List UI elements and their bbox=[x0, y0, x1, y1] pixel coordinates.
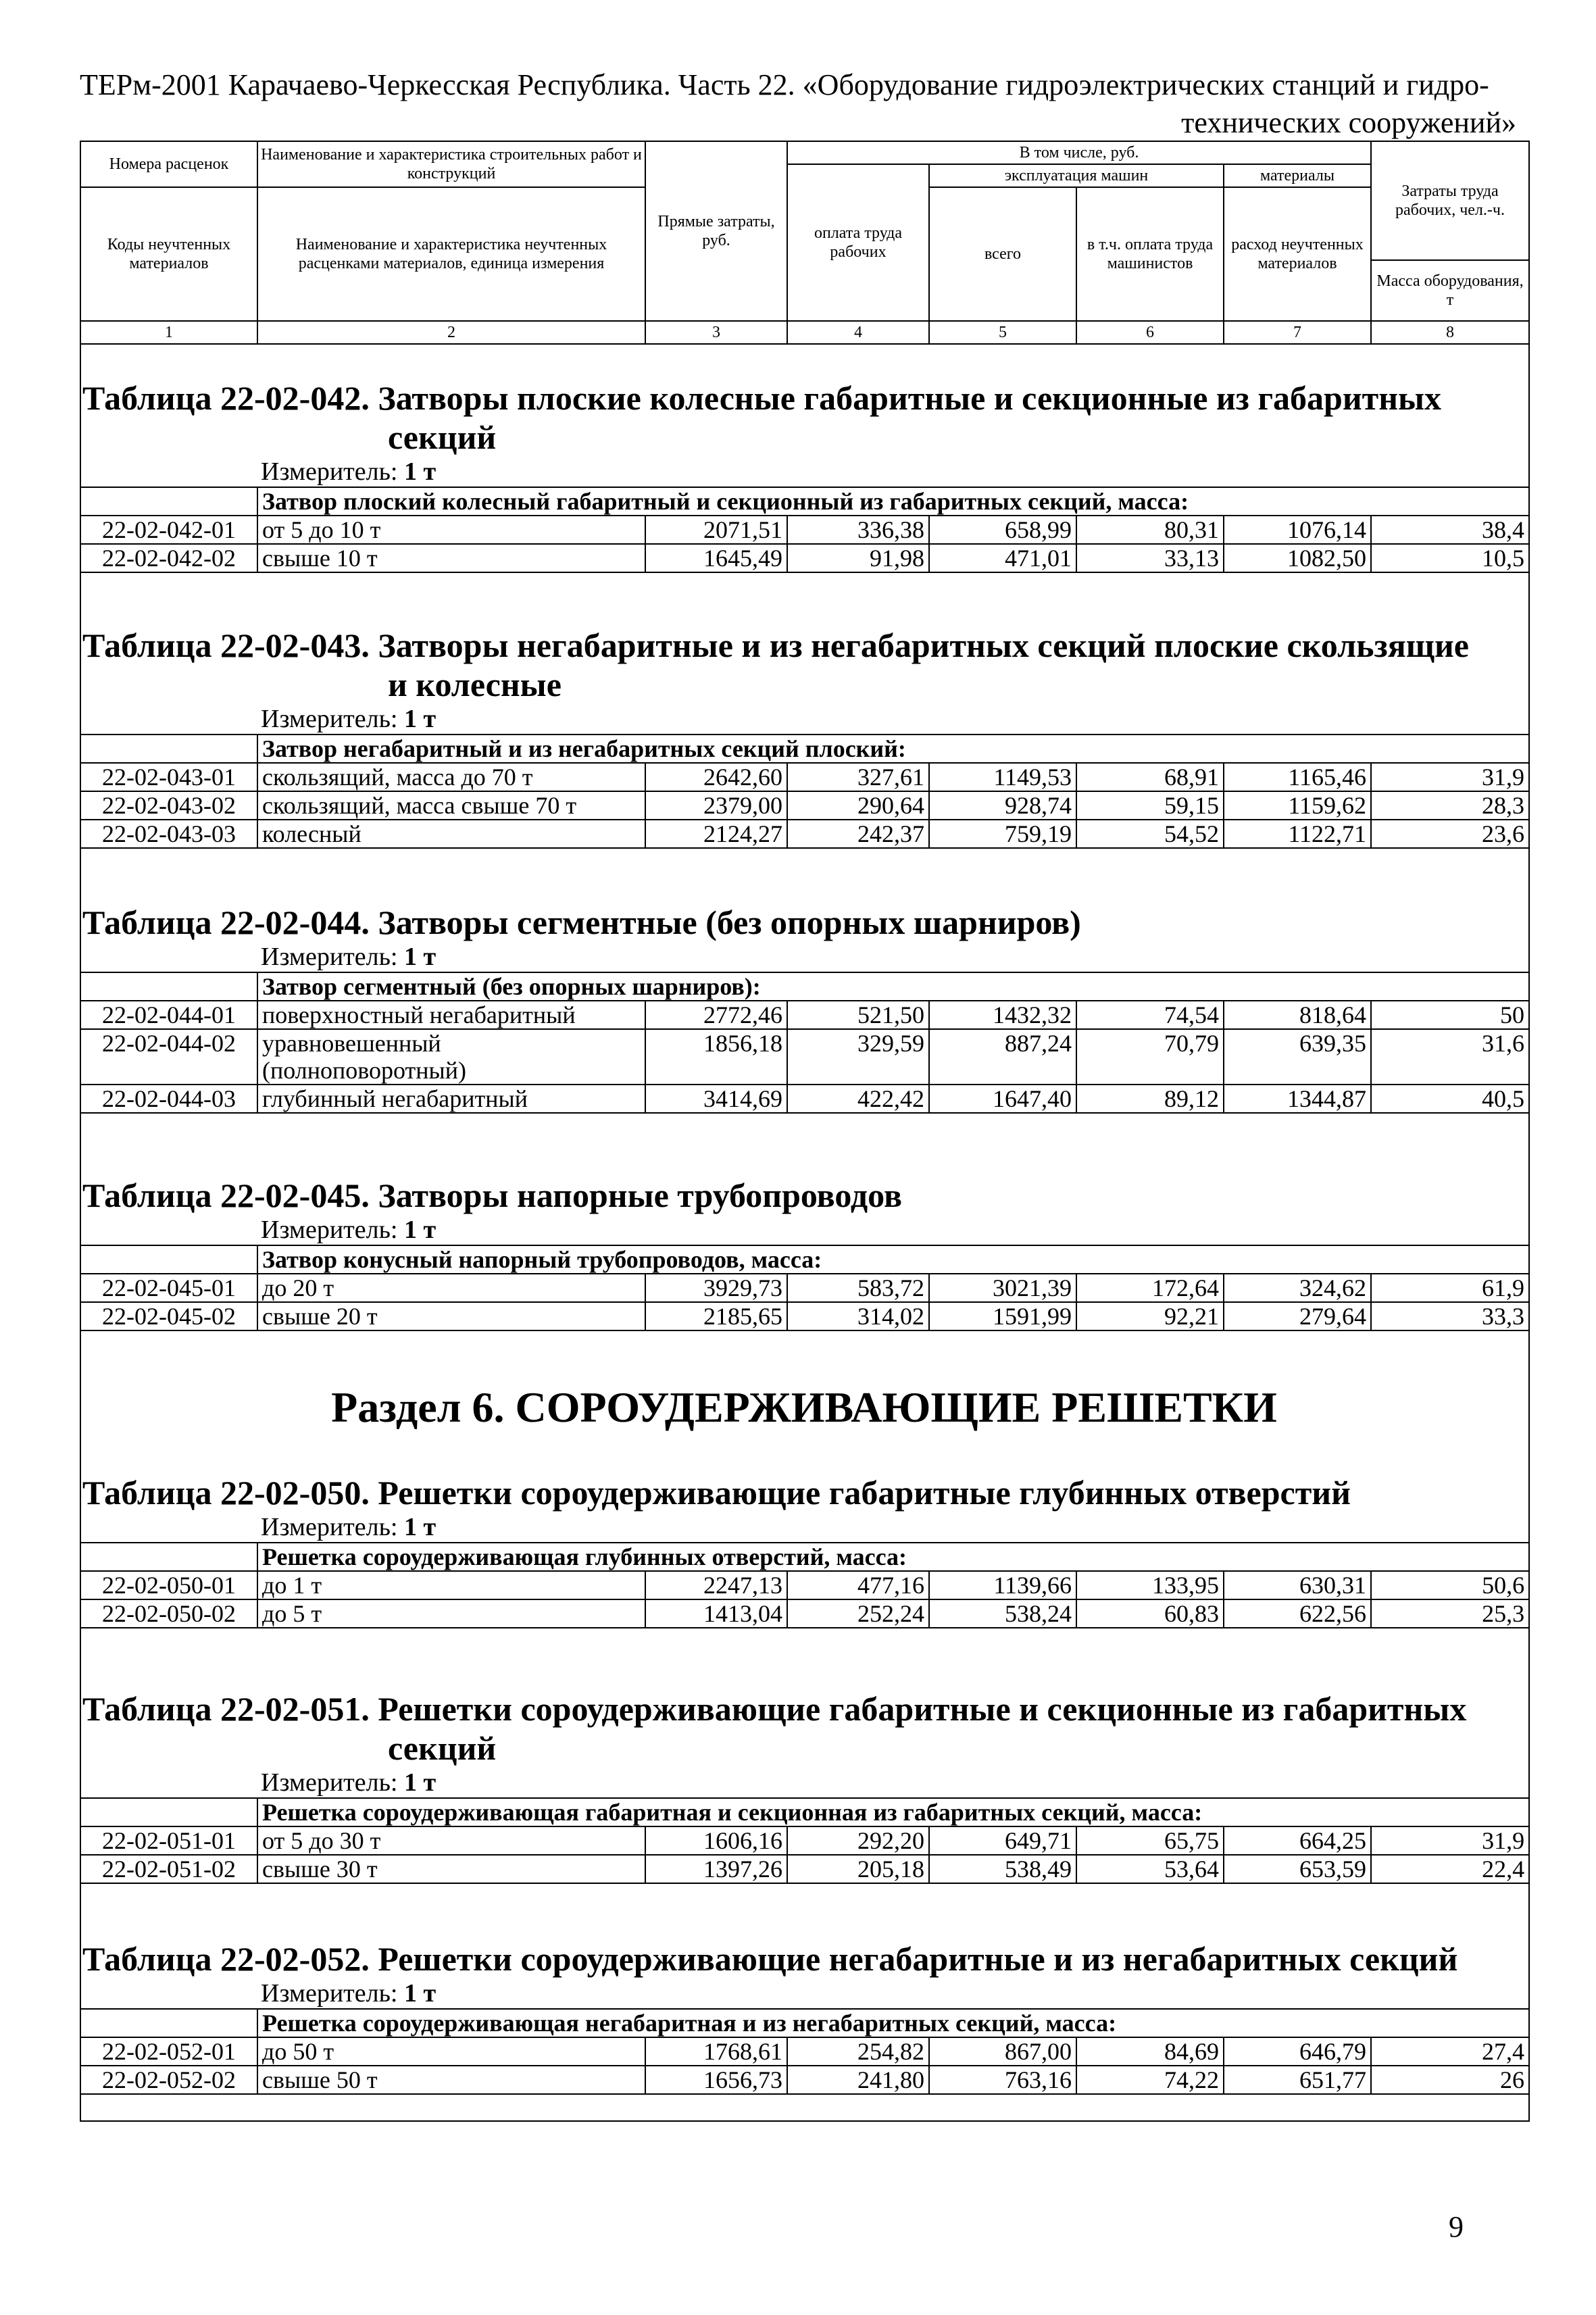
rate-value: 40,5 bbox=[1371, 1085, 1529, 1113]
meter-label: Измеритель: bbox=[261, 457, 398, 486]
rate-value: 471,01 bbox=[929, 544, 1076, 572]
col-number: 4 bbox=[787, 321, 929, 344]
rate-value: 1656,73 bbox=[645, 2066, 787, 2094]
rate-value: 74,22 bbox=[1076, 2066, 1224, 2094]
meter-label: Измеритель: bbox=[261, 1216, 398, 1244]
col8-header-bottom: Масса оборудования, т bbox=[1371, 260, 1529, 321]
col5-header: всего bbox=[929, 187, 1076, 321]
table-row bbox=[80, 820, 1529, 848]
rates-table bbox=[80, 1245, 1530, 1331]
rate-value: 31,9 bbox=[1371, 763, 1529, 791]
rate-name: до 50 т bbox=[257, 2037, 645, 2066]
rate-code: 22-02-044-01 bbox=[80, 1001, 257, 1029]
rate-value: 1076,14 bbox=[1224, 516, 1371, 544]
unit-of-measure bbox=[80, 942, 1528, 972]
rate-value: 38,4 bbox=[1371, 516, 1529, 544]
rate-code: 22-02-043-03 bbox=[80, 820, 257, 848]
rate-value: 2124,27 bbox=[645, 820, 787, 848]
table-section bbox=[80, 1939, 1528, 2095]
rate-value: 1413,04 bbox=[645, 1599, 787, 1628]
group-heading: Затвор сегментный (без опорных шарниров): bbox=[257, 972, 1529, 1001]
rate-code: 22-02-042-02 bbox=[80, 544, 257, 572]
col-number: 2 bbox=[257, 321, 645, 344]
col-number: 1 bbox=[80, 321, 257, 344]
table-row bbox=[80, 763, 1529, 791]
table-row bbox=[80, 2066, 1529, 2094]
rate-value: 91,98 bbox=[787, 544, 929, 572]
rate-value: 80,31 bbox=[1076, 516, 1224, 544]
table-title bbox=[80, 1473, 1528, 1512]
rate-name: до 20 т bbox=[257, 1274, 645, 1302]
rate-value: 1122,71 bbox=[1224, 820, 1371, 848]
meter-value: 1 т bbox=[404, 1979, 437, 2008]
rate-value: 1082,50 bbox=[1224, 544, 1371, 572]
rate-value: 422,42 bbox=[787, 1085, 929, 1113]
rate-name: свыше 20 т bbox=[257, 1302, 645, 1330]
table-section bbox=[80, 626, 1528, 849]
unit-of-measure bbox=[80, 1978, 1528, 2008]
meter-value: 1 т bbox=[404, 1513, 437, 1541]
rate-name: от 5 до 30 т bbox=[257, 1826, 645, 1855]
rate-value: 1139,66 bbox=[929, 1571, 1076, 1599]
rate-code: 22-02-043-01 bbox=[80, 763, 257, 791]
rate-value: 23,6 bbox=[1371, 820, 1529, 848]
rate-value: 1344,87 bbox=[1224, 1085, 1371, 1113]
rate-code: 22-02-052-02 bbox=[80, 2066, 257, 2094]
rate-value: 3414,69 bbox=[645, 1085, 787, 1113]
col3-header: Прямые затраты, руб. bbox=[645, 141, 787, 321]
rate-value: 658,99 bbox=[929, 516, 1076, 544]
meter-value: 1 т bbox=[404, 705, 437, 733]
rate-value: 241,80 bbox=[787, 2066, 929, 2094]
rate-value: 664,25 bbox=[1224, 1826, 1371, 1855]
incl-header: В том числе, руб. bbox=[787, 141, 1371, 164]
rate-name: до 1 т bbox=[257, 1571, 645, 1599]
header-line-2: технических сооружений» bbox=[1181, 106, 1516, 139]
rate-value: 25,3 bbox=[1371, 1599, 1529, 1628]
rate-value: 26 bbox=[1371, 2066, 1529, 2094]
rate-value: 649,71 bbox=[929, 1826, 1076, 1855]
rate-code: 22-02-045-02 bbox=[80, 1302, 257, 1330]
page-number: 9 bbox=[1449, 2210, 1464, 2243]
meter-label: Измеритель: bbox=[261, 705, 398, 733]
table-section bbox=[80, 1176, 1528, 1331]
rate-value: 10,5 bbox=[1371, 544, 1529, 572]
rate-value: 50 bbox=[1371, 1001, 1529, 1029]
col4-header: оплата труда рабочих bbox=[787, 164, 929, 321]
table-title-continuation: и колесные bbox=[388, 666, 562, 703]
rate-value: 70,79 bbox=[1076, 1029, 1224, 1085]
rates-table bbox=[80, 734, 1530, 849]
group-heading: Затвор плоский колесный габаритный и секционный из габаритных секций, масса: bbox=[257, 487, 1529, 516]
rate-code: 22-02-043-02 bbox=[80, 791, 257, 820]
rate-value: 1159,62 bbox=[1224, 791, 1371, 820]
col-number: 5 bbox=[929, 321, 1076, 344]
rates-table bbox=[80, 2008, 1530, 2095]
rate-value: 1397,26 bbox=[645, 1855, 787, 1883]
rate-value: 53,64 bbox=[1076, 1855, 1224, 1883]
table-row bbox=[80, 1826, 1529, 1855]
group-heading: Решетка сороудерживающая глубинных отверстий, масса: bbox=[257, 1543, 1529, 1571]
meter-label: Измеритель: bbox=[261, 943, 398, 971]
rate-code: 22-02-050-02 bbox=[80, 1599, 257, 1628]
rate-value: 3929,73 bbox=[645, 1274, 787, 1302]
rate-code: 22-02-044-03 bbox=[80, 1085, 257, 1113]
table-title bbox=[80, 1176, 1528, 1215]
rate-value: 818,64 bbox=[1224, 1001, 1371, 1029]
table-title-line: Таблица 22-02-050. Решетки сороудерживающие габаритные глубинных отверстий bbox=[82, 1474, 1351, 1512]
table-title bbox=[80, 1939, 1528, 1978]
table-row bbox=[80, 1855, 1529, 1883]
rate-name: свыше 10 т bbox=[257, 544, 645, 572]
rate-name: свыше 50 т bbox=[257, 2066, 645, 2094]
rate-value: 279,64 bbox=[1224, 1302, 1371, 1330]
table-row bbox=[80, 516, 1529, 544]
rate-value: 2247,13 bbox=[645, 1571, 787, 1599]
table-title-continuation: секций bbox=[388, 1729, 497, 1767]
rate-name: глубинный негабаритный bbox=[257, 1085, 645, 1113]
table-row bbox=[80, 544, 1529, 572]
page-header bbox=[80, 66, 1516, 142]
column-header-table bbox=[80, 141, 1530, 345]
rate-value: 1645,49 bbox=[645, 544, 787, 572]
rate-value: 2772,46 bbox=[645, 1001, 787, 1029]
unit-of-measure bbox=[80, 457, 1528, 487]
rate-value: 254,82 bbox=[787, 2037, 929, 2066]
rate-value: 1149,53 bbox=[929, 763, 1076, 791]
rate-value: 336,38 bbox=[787, 516, 929, 544]
table-row bbox=[80, 1274, 1529, 1302]
table-title bbox=[80, 1689, 1528, 1768]
rate-value: 31,9 bbox=[1371, 1826, 1529, 1855]
col8-header-top: Затраты труда рабочих, чел.-ч. bbox=[1371, 141, 1529, 260]
col-number: 8 bbox=[1371, 321, 1529, 344]
rate-value: 583,72 bbox=[787, 1274, 929, 1302]
rate-value: 292,20 bbox=[787, 1826, 929, 1855]
rate-value: 759,19 bbox=[929, 820, 1076, 848]
rate-value: 290,64 bbox=[787, 791, 929, 820]
table-section bbox=[80, 903, 1528, 1114]
rate-value: 22,4 bbox=[1371, 1855, 1529, 1883]
group-heading: Решетка сороудерживающая габаритная и секционная из габаритных секций, масса: bbox=[257, 1798, 1529, 1826]
rate-value: 653,59 bbox=[1224, 1855, 1371, 1883]
meter-value: 1 т bbox=[404, 457, 437, 486]
rate-code: 22-02-042-01 bbox=[80, 516, 257, 544]
rate-value: 2379,00 bbox=[645, 791, 787, 820]
rate-value: 92,21 bbox=[1076, 1302, 1224, 1330]
rate-code: 22-02-044-02 bbox=[80, 1029, 257, 1085]
group-heading: Решетка сороудерживающая негабаритная и из негабаритных секций, масса: bbox=[257, 2009, 1529, 2037]
rate-value: 639,35 bbox=[1224, 1029, 1371, 1085]
meter-label: Измеритель: bbox=[261, 1768, 398, 1797]
table-row bbox=[80, 2037, 1529, 2066]
unit-of-measure bbox=[80, 704, 1528, 734]
meter-label: Измеритель: bbox=[261, 1513, 398, 1541]
table-title-line: Таблица 22-02-042. Затворы плоские колесные габаритные и секционные из габаритных bbox=[82, 379, 1442, 417]
rate-name: до 5 т bbox=[257, 1599, 645, 1628]
meter-value: 1 т bbox=[404, 943, 437, 971]
rate-value: 867,00 bbox=[929, 2037, 1076, 2066]
table-row bbox=[80, 791, 1529, 820]
col2-header-bottom: Наименование и характеристика неучтенных расценками материалов, единица измерения bbox=[257, 187, 645, 321]
unit-of-measure bbox=[80, 1512, 1528, 1542]
rate-value: 2642,60 bbox=[645, 763, 787, 791]
rate-name: скользящий, масса до 70 т bbox=[257, 763, 645, 791]
rate-value: 172,64 bbox=[1076, 1274, 1224, 1302]
rate-value: 65,75 bbox=[1076, 1826, 1224, 1855]
meter-value: 1 т bbox=[404, 1216, 437, 1244]
rate-name: от 5 до 10 т bbox=[257, 516, 645, 544]
section-heading: Раздел 6. СОРОУДЕРЖИВАЮЩИЕ РЕШЕТКИ bbox=[331, 1383, 1277, 1431]
col6-header: в т.ч. оплата труда машинистов bbox=[1076, 187, 1224, 321]
table-title-continuation: секций bbox=[388, 418, 497, 456]
table-row bbox=[80, 1001, 1529, 1029]
rate-value: 329,59 bbox=[787, 1029, 929, 1085]
rate-value: 50,6 bbox=[1371, 1571, 1529, 1599]
col1-header-bottom: Коды неучтенных материалов bbox=[80, 187, 257, 321]
table-row bbox=[80, 1302, 1529, 1330]
rate-value: 89,12 bbox=[1076, 1085, 1224, 1113]
rate-name: скользящий, масса свыше 70 т bbox=[257, 791, 645, 820]
rate-value: 2071,51 bbox=[645, 516, 787, 544]
rate-value: 538,24 bbox=[929, 1599, 1076, 1628]
table-title bbox=[80, 378, 1528, 457]
rate-value: 327,61 bbox=[787, 763, 929, 791]
col1-header-top: Номера расценок bbox=[80, 141, 257, 187]
group-heading: Затвор негабаритный и из негабаритных секций плоский: bbox=[257, 735, 1529, 763]
rate-value: 646,79 bbox=[1224, 2037, 1371, 2066]
rate-code: 22-02-051-01 bbox=[80, 1826, 257, 1855]
rate-value: 521,50 bbox=[787, 1001, 929, 1029]
rates-table bbox=[80, 1797, 1530, 1884]
table-section bbox=[80, 1689, 1528, 1884]
rate-value: 314,02 bbox=[787, 1302, 929, 1330]
rate-value: 2185,65 bbox=[645, 1302, 787, 1330]
table-row bbox=[80, 1029, 1529, 1085]
header-line-1: ТЕРм-2001 Карачаево-Черкесская Республика. Часть 22. «Оборудование гидроэлектрических станций и гидро- bbox=[80, 68, 1489, 101]
rate-code: 22-02-052-01 bbox=[80, 2037, 257, 2066]
table-title-line: Таблица 22-02-043. Затворы негабаритные и из негабаритных секций плоские скользящие bbox=[82, 626, 1469, 664]
rate-value: 1591,99 bbox=[929, 1302, 1076, 1330]
rate-value: 33,3 bbox=[1371, 1302, 1529, 1330]
rate-value: 1768,61 bbox=[645, 2037, 787, 2066]
rate-value: 74,54 bbox=[1076, 1001, 1224, 1029]
exploit-header: эксплуатация машин bbox=[929, 164, 1224, 187]
materials-header: материалы bbox=[1224, 164, 1371, 187]
table-row bbox=[80, 1599, 1529, 1628]
rate-value: 133,95 bbox=[1076, 1571, 1224, 1599]
rate-name: поверхностный негабаритный bbox=[257, 1001, 645, 1029]
rate-value: 61,9 bbox=[1371, 1274, 1529, 1302]
rate-code: 22-02-051-02 bbox=[80, 1855, 257, 1883]
rate-value: 3021,39 bbox=[929, 1274, 1076, 1302]
rates-table bbox=[80, 487, 1530, 573]
unit-of-measure bbox=[80, 1215, 1528, 1245]
rate-value: 205,18 bbox=[787, 1855, 929, 1883]
col-number: 3 bbox=[645, 321, 787, 344]
rate-value: 1647,40 bbox=[929, 1085, 1076, 1113]
rates-table bbox=[80, 972, 1530, 1114]
col-number: 6 bbox=[1076, 321, 1224, 344]
col-number: 7 bbox=[1224, 321, 1371, 344]
table-row bbox=[80, 1571, 1529, 1599]
rate-value: 31,6 bbox=[1371, 1029, 1529, 1085]
rate-name: колесный bbox=[257, 820, 645, 848]
meter-value: 1 т bbox=[404, 1768, 437, 1797]
rate-value: 887,24 bbox=[929, 1029, 1076, 1085]
rate-value: 1606,16 bbox=[645, 1826, 787, 1855]
rates-table bbox=[80, 1542, 1530, 1628]
table-title bbox=[80, 626, 1528, 704]
table-section bbox=[80, 378, 1528, 573]
rate-value: 651,77 bbox=[1224, 2066, 1371, 2094]
table-section bbox=[80, 1473, 1528, 1628]
rate-name: свыше 30 т bbox=[257, 1855, 645, 1883]
table-title-line: Таблица 22-02-044. Затворы сегментные (без опорных шарниров) bbox=[82, 903, 1081, 941]
meter-label: Измеритель: bbox=[261, 1979, 398, 2008]
rate-value: 630,31 bbox=[1224, 1571, 1371, 1599]
rate-value: 324,62 bbox=[1224, 1274, 1371, 1302]
unit-of-measure bbox=[80, 1768, 1528, 1797]
rate-code: 22-02-045-01 bbox=[80, 1274, 257, 1302]
rate-value: 1432,32 bbox=[929, 1001, 1076, 1029]
table-title-line: Таблица 22-02-045. Затворы напорные трубопроводов bbox=[82, 1176, 902, 1214]
rate-value: 538,49 bbox=[929, 1855, 1076, 1883]
rate-value: 68,91 bbox=[1076, 763, 1224, 791]
rate-value: 27,4 bbox=[1371, 2037, 1529, 2066]
rate-value: 477,16 bbox=[787, 1571, 929, 1599]
rate-value: 252,24 bbox=[787, 1599, 929, 1628]
rate-value: 59,15 bbox=[1076, 791, 1224, 820]
rate-name: уравновешенный (полноповоротный) bbox=[257, 1029, 645, 1085]
rate-value: 60,83 bbox=[1076, 1599, 1224, 1628]
rate-value: 242,37 bbox=[787, 820, 929, 848]
rate-value: 763,16 bbox=[929, 2066, 1076, 2094]
table-title-line: Таблица 22-02-051. Решетки сороудерживающие габаритные и секционные из габаритных bbox=[82, 1690, 1467, 1728]
rate-value: 928,74 bbox=[929, 791, 1076, 820]
col7-header: расход неучтенных материалов bbox=[1224, 187, 1371, 321]
rate-value: 1856,18 bbox=[645, 1029, 787, 1085]
rate-value: 84,69 bbox=[1076, 2037, 1224, 2066]
rate-value: 33,13 bbox=[1076, 544, 1224, 572]
rate-code: 22-02-050-01 bbox=[80, 1571, 257, 1599]
rate-value: 622,56 bbox=[1224, 1599, 1371, 1628]
rate-value: 28,3 bbox=[1371, 791, 1529, 820]
col2-header-top: Наименование и характеристика строительных работ и конструкций bbox=[257, 141, 645, 187]
group-heading: Затвор конусный напорный трубопроводов, масса: bbox=[257, 1245, 1529, 1274]
table-title-line: Таблица 22-02-052. Решетки сороудерживающие негабаритные и из негабаритных секций bbox=[82, 1940, 1458, 1978]
table-title bbox=[80, 903, 1528, 942]
rate-value: 54,52 bbox=[1076, 820, 1224, 848]
table-row bbox=[80, 1085, 1529, 1113]
rate-value: 1165,46 bbox=[1224, 763, 1371, 791]
